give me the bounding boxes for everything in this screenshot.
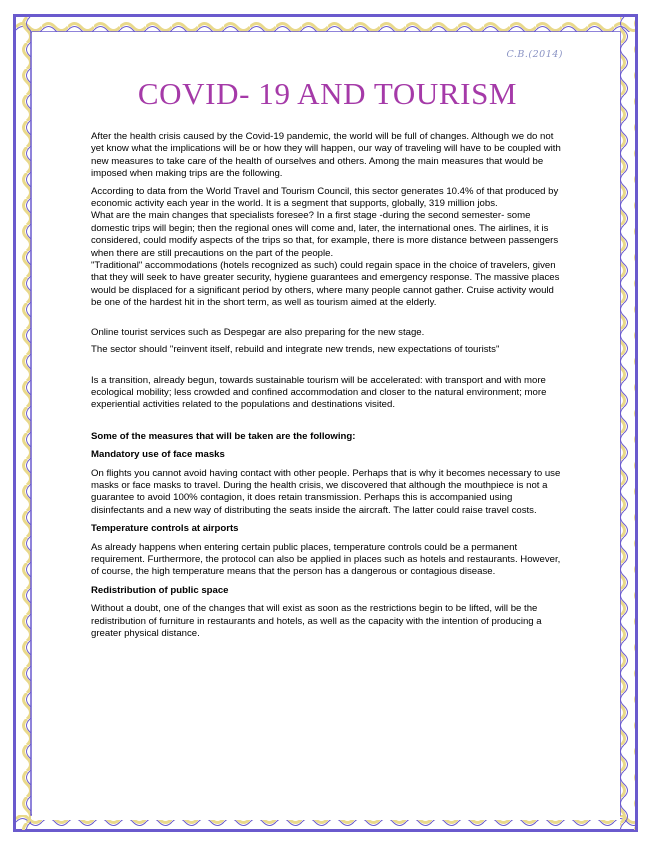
masks-text: On flights you cannot avoid having contact with other people. Perhaps that is why it becomes necessary to use masks or face masks to travel. During the health crisis, we discovered that although the mouthpiece is not a guarantee to avoid 100% contagion, it does retain transmission. Perhaps this is accompanied using disinfectants and a new way of distributing the seats inside the aircraft. The latter could raise travel costs. [91, 467, 561, 516]
paragraph-accommodations: "Traditional" accommodations (hotels recognized as such) could regain space in the choice of travelers, given that they will seek to have greater security, hygiene guarantees and emergency response. The massive places would be displaced for a significant period by others, where many people cannot gather. Cruise activity would be one of the hardest hit in the short term, as well as tourism aimed at the elderly. [91, 260, 560, 309]
temperature-heading: Temperature controls at airports [91, 523, 239, 535]
paragraph-sustainable: Is a transition, already begun, towards sustainable tourism will be accelerated: with transport and with more ecological mobility; less crowded and confined accommodation and closer to the natural environment; more experiential activities related to the populations and destinations visited. [91, 374, 547, 411]
masks-heading: Mandatory use of face masks [91, 449, 225, 461]
paragraph-online-services: Online tourist services such as Despegar are also preparing for the new stage. [91, 326, 425, 338]
paragraph-quote: The sector should "reinvent itself, rebuild and integrate new trends, new expectations of tourists" [91, 344, 500, 356]
page-title: COVID- 19 AND TOURISM [137, 76, 518, 111]
space-text: Without a doubt, one of the changes that will exist as soon as the restrictions begin to be lifted, will be the redistribution of furniture in restaurants and hotels, as well as the capacity with the intention of producing a greater physical distance. [91, 603, 542, 639]
paragraph-statistics: According to data from the World Travel and Tourism Council, this sector generates 10.4% of that produced by economic activity each year in the world. It is a segment that supports, globally, 319 million jobs. [91, 185, 559, 210]
article-body [91, 131, 564, 640]
space-heading: Redistribution of public space [91, 584, 229, 596]
author-credit: C.B.(2014) [506, 49, 563, 60]
paragraph-changes: What are the main changes that specialists foresee? In a first stage -during the second semester- some domestic trips will begin; then the regional ones will come and, later, the international ones. The airlines, it is considered, could modify aspects of the trips so that, for example, there is more distance between passengers when there are still precautions on the part of the people. [91, 210, 559, 259]
measures-heading: Some of the measures that will be taken are the following: [91, 430, 356, 442]
paragraph-intro: After the health crisis caused by the Covid-19 pandemic, the world will be full of changes. Although we do not yet know what the implications will be or how they will happen, our way of traveling will have to be coupled with new measures to take care of the health of ourselves and others. Among the main measures that would be imposed when making trips are the following. [91, 131, 561, 180]
temperature-text: As already happens when entering certain public places, temperature controls could be a permanent requirement. Furthermore, the protocol can also be applied in places such as hotels and restaurants. However, of course, the high temperature means that the person has a dangerous or contagious disease. [91, 541, 561, 578]
